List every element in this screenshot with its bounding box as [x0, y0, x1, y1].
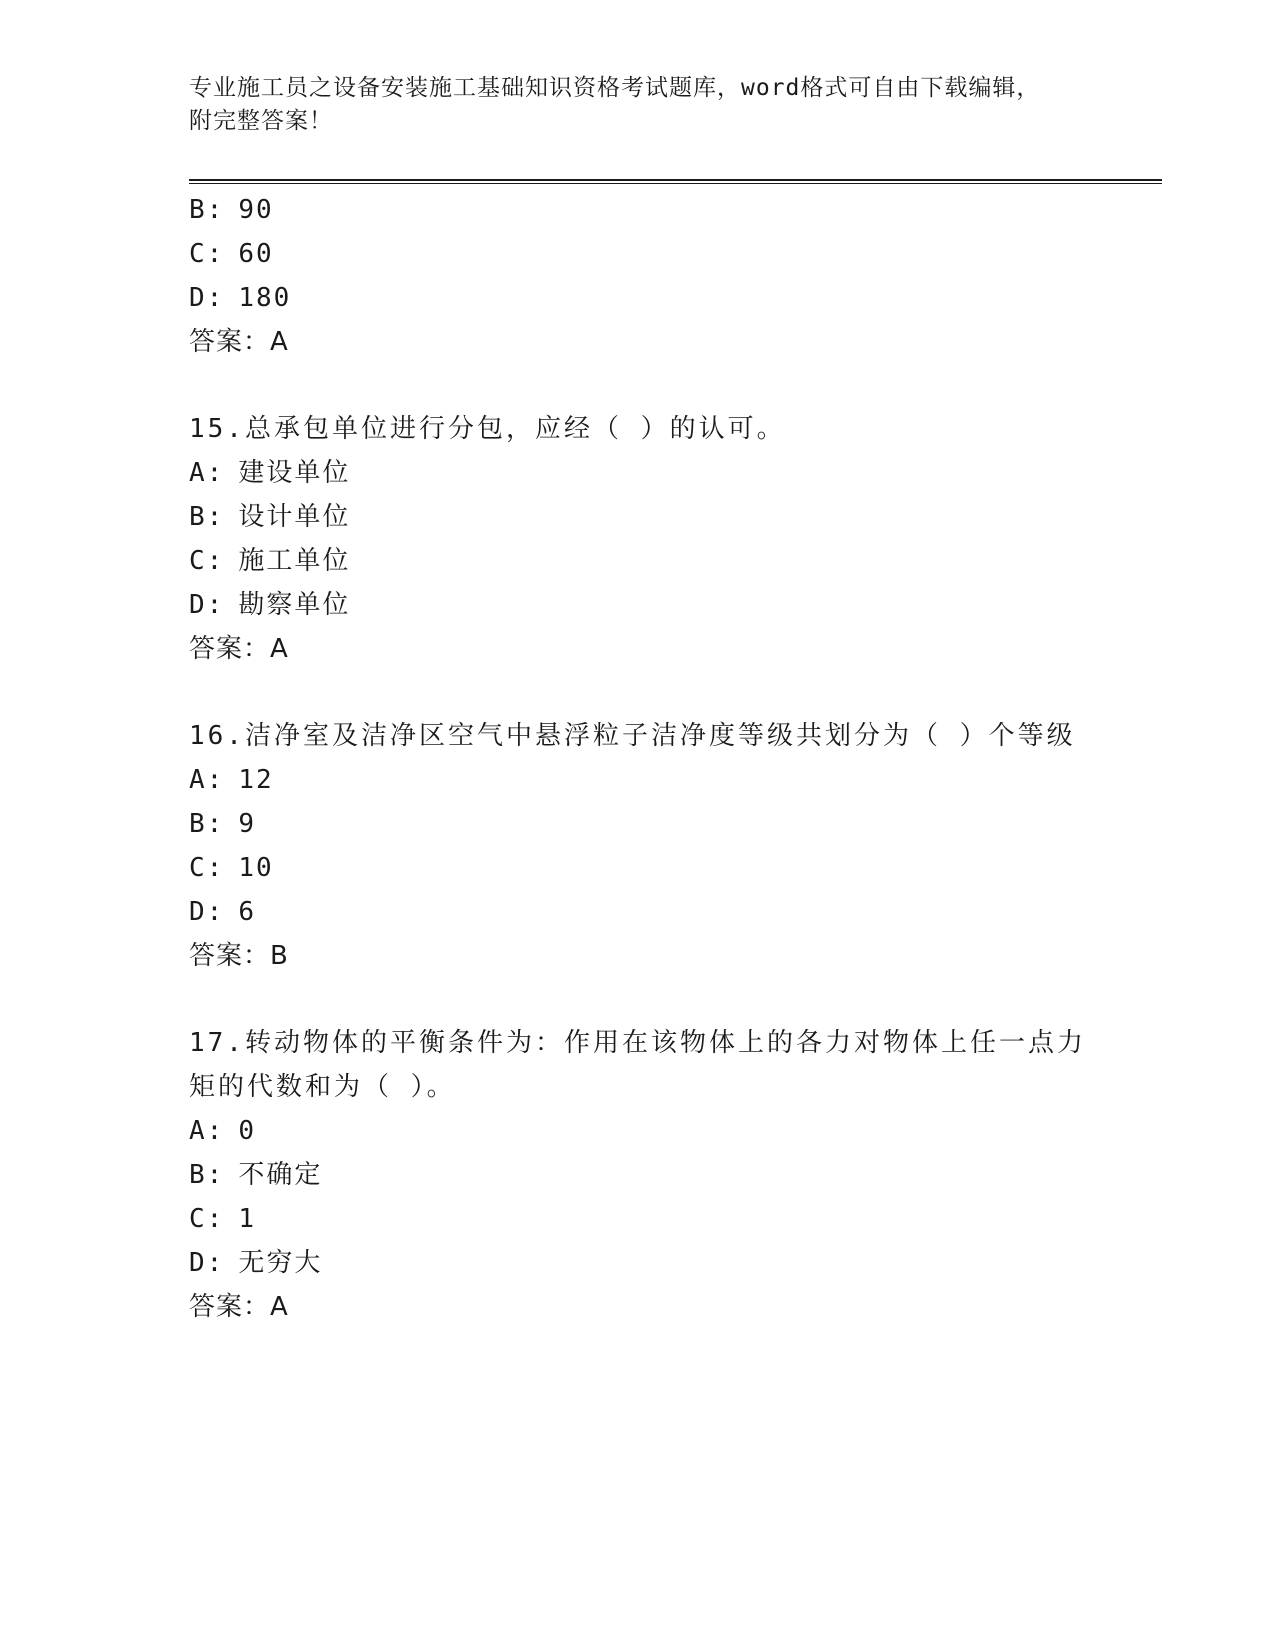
option-letter: D: [189, 897, 207, 927]
option-letter: C: [189, 546, 207, 576]
option-separator: :: [206, 502, 225, 532]
option-separator: :: [206, 239, 225, 269]
answer-line: 答案：A: [189, 1292, 289, 1322]
option-line: [189, 895, 256, 929]
option-letter: A: [189, 458, 207, 488]
option-letter: B: [189, 195, 207, 225]
option-letter: B: [189, 502, 207, 532]
option-separator: :: [206, 765, 225, 795]
header-divider-thin: [189, 183, 1162, 184]
option-letter: D: [189, 283, 207, 313]
option-text: 施工单位: [238, 546, 351, 576]
option-letter: A: [189, 765, 207, 795]
option-separator: :: [206, 283, 225, 313]
option-text: 0: [238, 1116, 256, 1146]
header-line-1: 专业施工员之设备安装施工基础知识资格考试题库，word格式可自由下载编辑，: [189, 75, 1041, 101]
option-text: 90: [238, 195, 274, 225]
option-text: 1: [238, 1204, 256, 1234]
option-text: 180: [238, 283, 292, 313]
option-line: [189, 807, 256, 841]
option-text: 不确定: [238, 1160, 323, 1190]
option-text: 60: [238, 239, 274, 269]
option-letter: D: [189, 1248, 207, 1278]
option-letter: B: [189, 1160, 207, 1190]
option-text: 无穷大: [238, 1248, 323, 1278]
option-line: [189, 500, 350, 534]
question-title: 17.转动物体的平衡条件为：作用在该物体上的各力对物体上任一点力: [189, 1028, 1086, 1058]
option-separator: :: [206, 1248, 225, 1278]
option-line: [189, 281, 291, 315]
document-header: [189, 72, 1089, 138]
question-title: 16.洁净室及洁净区空气中悬浮粒子洁净度等级共划分为（ ）个等级: [189, 721, 1076, 751]
question-title-continued: 矩的代数和为（ ）。: [189, 1072, 456, 1102]
option-letter: C: [189, 239, 207, 269]
option-text: 12: [238, 765, 274, 795]
option-separator: :: [206, 1204, 225, 1234]
option-letter: C: [189, 1204, 207, 1234]
option-separator: :: [206, 590, 225, 620]
option-text: 9: [238, 809, 256, 839]
option-separator: :: [206, 853, 225, 883]
option-line: [189, 237, 274, 271]
option-text: 勘察单位: [238, 590, 351, 620]
option-separator: :: [206, 195, 225, 225]
option-text: 建设单位: [238, 458, 351, 488]
answer-line: 答案：B: [189, 941, 289, 971]
option-text: 10: [238, 853, 274, 883]
option-separator: :: [206, 1116, 225, 1146]
option-line: [189, 1114, 256, 1148]
option-separator: :: [206, 809, 225, 839]
option-separator: :: [206, 897, 225, 927]
option-line: [189, 193, 274, 227]
option-line: [189, 1202, 256, 1236]
option-line: [189, 456, 350, 490]
answer-line: 答案：A: [189, 634, 289, 664]
option-text: 设计单位: [238, 502, 351, 532]
header-line-2: 附完整答案！: [189, 108, 333, 134]
option-line: [189, 1246, 322, 1280]
option-line: [189, 1158, 322, 1192]
option-letter: C: [189, 853, 207, 883]
option-line: [189, 544, 350, 578]
option-separator: :: [206, 1160, 225, 1190]
option-letter: B: [189, 809, 207, 839]
option-letter: A: [189, 1116, 207, 1146]
answer-line: 答案：A: [189, 327, 289, 357]
option-text: 6: [238, 897, 256, 927]
header-divider-thick: [189, 179, 1162, 181]
option-letter: D: [189, 590, 207, 620]
option-line: [189, 588, 350, 622]
question-title: 15.总承包单位进行分包，应经（ ）的认可。: [189, 414, 786, 444]
option-line: [189, 851, 274, 885]
option-separator: :: [206, 458, 225, 488]
option-separator: :: [206, 546, 225, 576]
option-line: [189, 763, 274, 797]
